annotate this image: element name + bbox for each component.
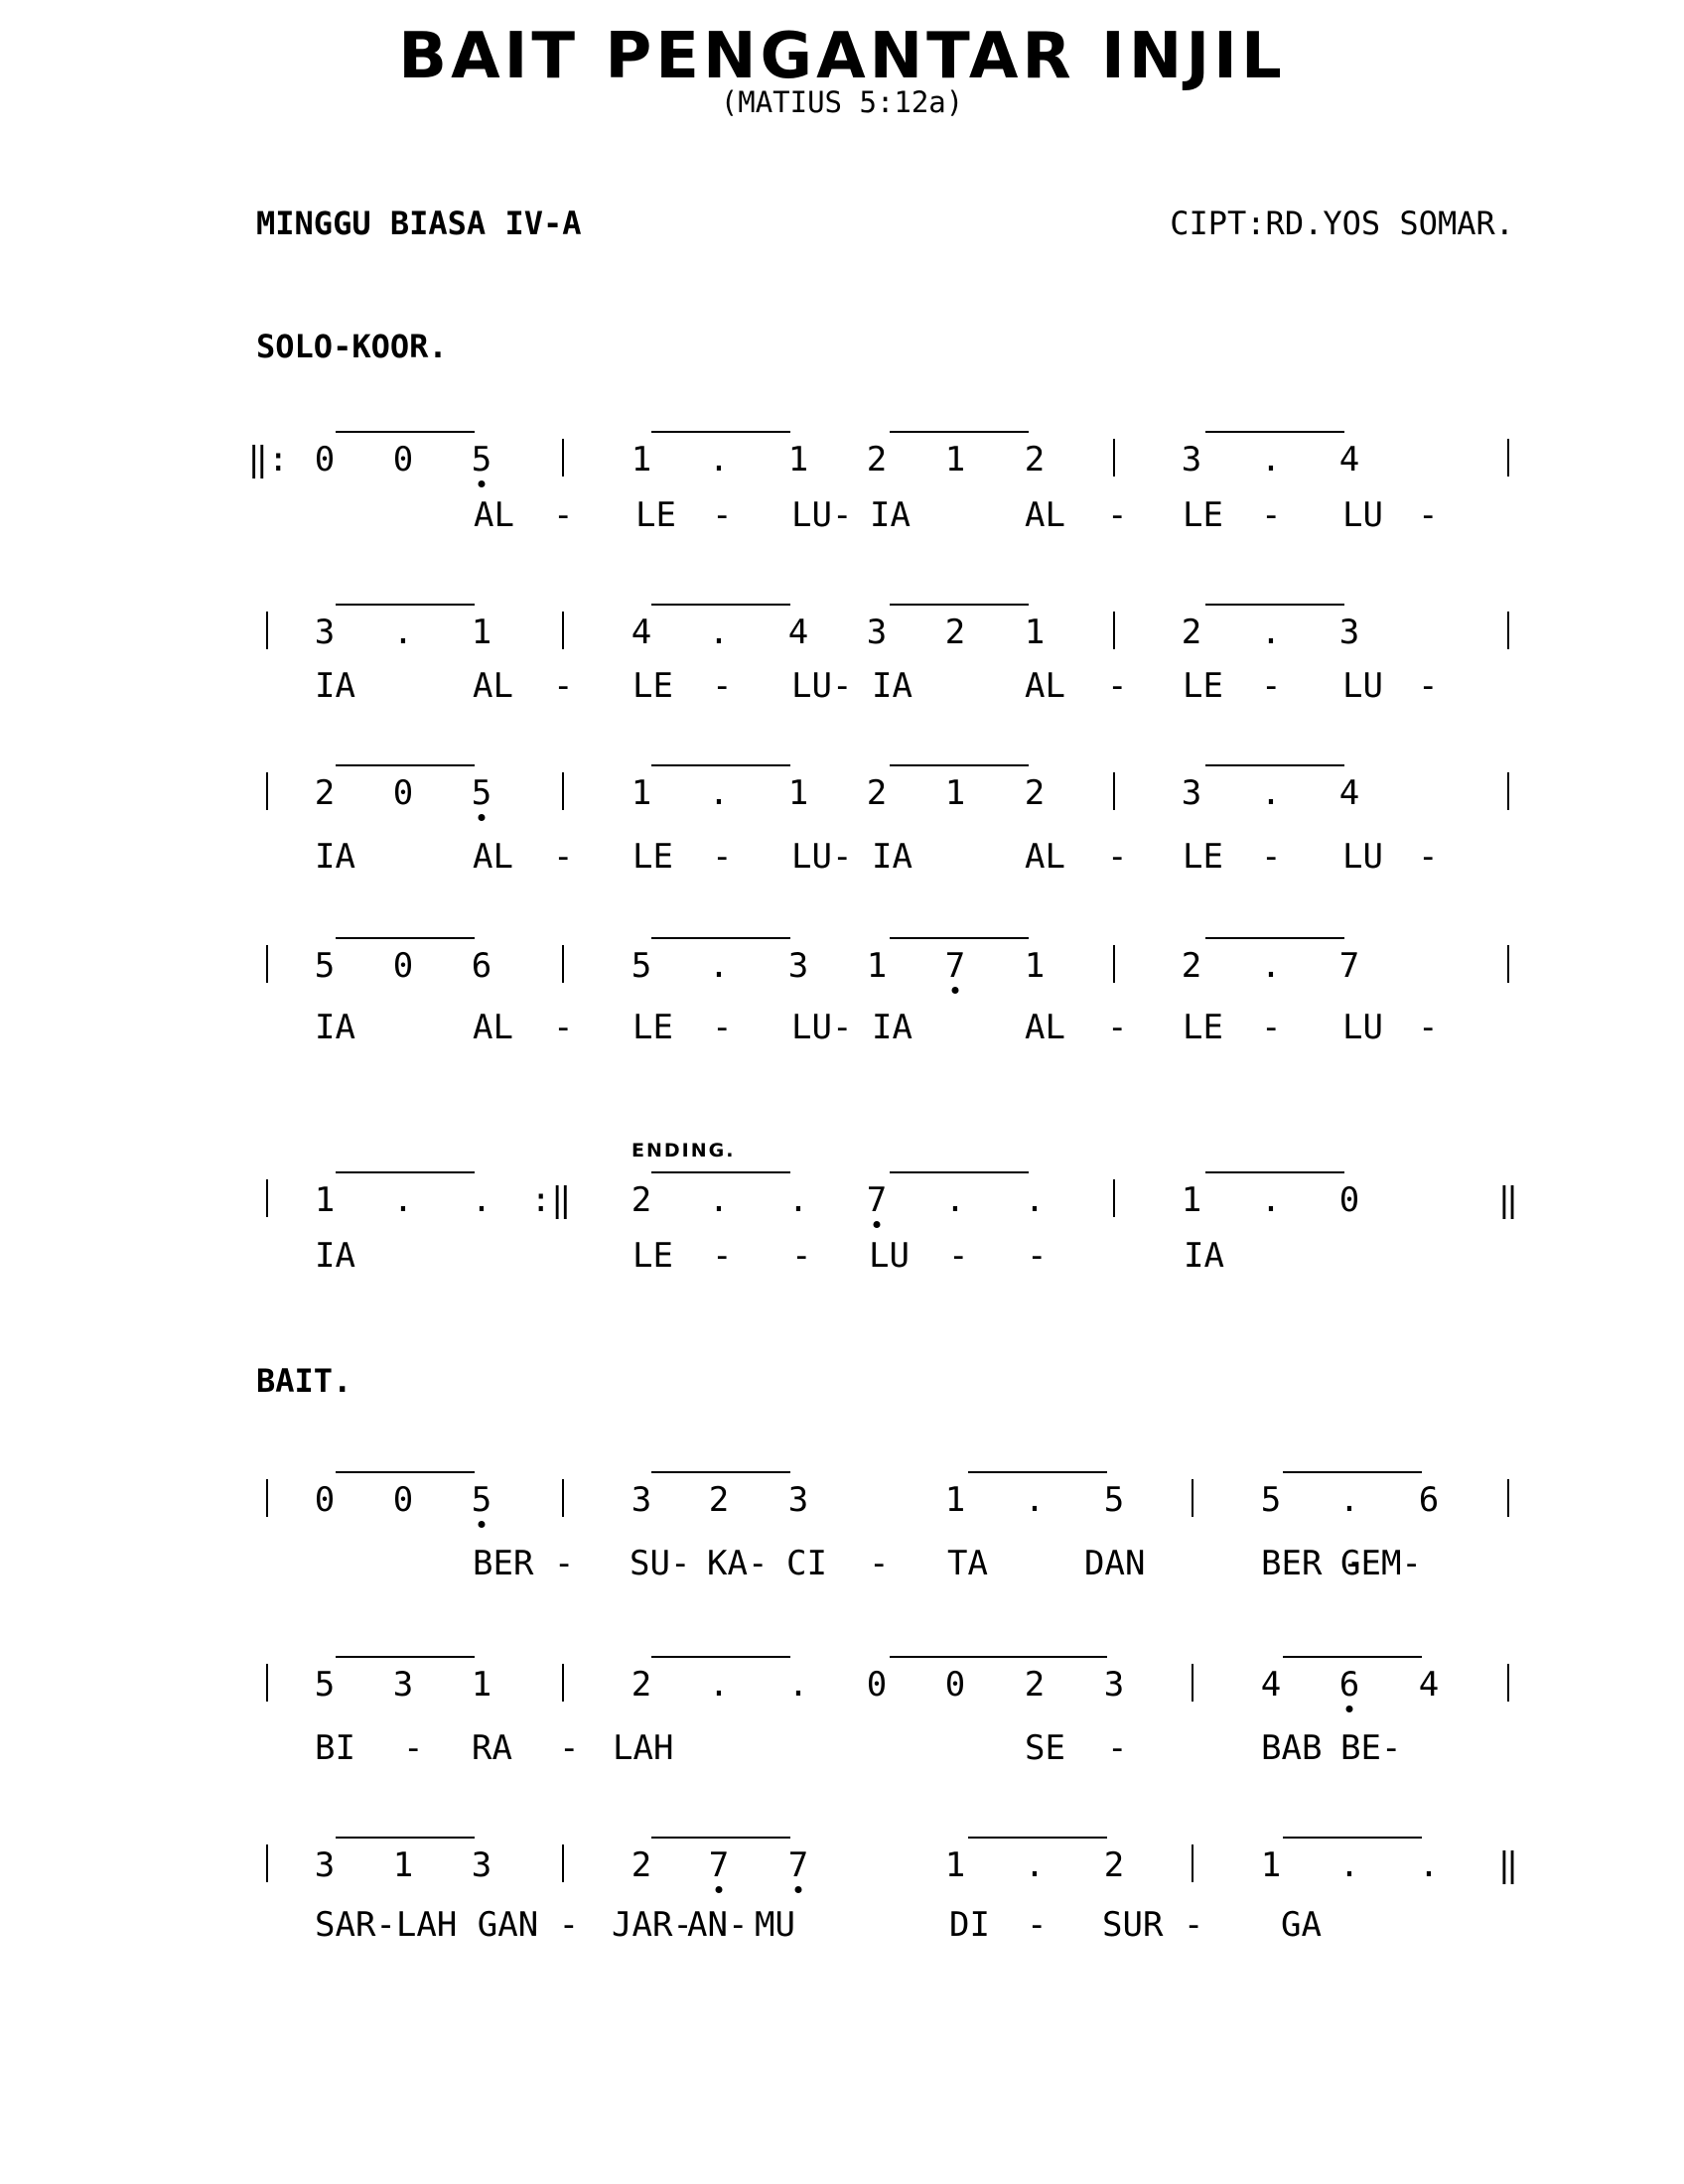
note: 7	[944, 946, 966, 986]
note: 3	[1181, 440, 1202, 479]
note: .	[1260, 946, 1282, 986]
lyric-syllable: AL	[473, 837, 513, 877]
lyric-syllable: AL	[1025, 666, 1065, 706]
note: .	[1418, 1845, 1440, 1885]
lyric-syllable: LU-	[791, 495, 853, 535]
note: 1	[631, 773, 652, 813]
beam-line	[336, 1471, 475, 1473]
note: :‖	[530, 1180, 572, 1220]
note: .	[1260, 613, 1282, 652]
note: 7	[708, 1845, 730, 1885]
lyric-syllable: IA	[315, 666, 355, 706]
note: .	[392, 613, 414, 652]
lyric-syllable: CI	[786, 1544, 827, 1583]
note: 1	[1024, 946, 1046, 986]
lyric-syllable: -	[403, 1728, 424, 1768]
lyric-syllable: LU	[869, 1236, 910, 1276]
bar-line	[266, 772, 268, 810]
note: 3	[631, 1480, 652, 1520]
section-bait: BAIT.	[256, 1362, 352, 1400]
note: .	[1024, 1180, 1046, 1220]
note: 0	[866, 1665, 888, 1705]
lyric-syllable: BE-	[1340, 1728, 1402, 1768]
note: 3	[314, 1845, 336, 1885]
note: 2	[944, 613, 966, 652]
bar-line	[1113, 1179, 1115, 1217]
note: 6	[1418, 1480, 1440, 1520]
note: 5	[471, 1480, 492, 1520]
beam-line	[336, 1837, 475, 1839]
note: 0	[314, 1480, 336, 1520]
note: .	[944, 1180, 966, 1220]
beam-line	[336, 431, 475, 433]
note: 4	[1418, 1665, 1440, 1705]
note: .	[1024, 1845, 1046, 1885]
note: 2	[1024, 440, 1046, 479]
lyric-syllable: AL	[474, 495, 514, 535]
ending-label: ENDING.	[632, 1140, 736, 1161]
lyric-syllable: AL	[473, 666, 513, 706]
lyric-syllable: BER -	[473, 1544, 575, 1583]
lyric-syllable: AL	[1025, 495, 1065, 535]
lyric-syllable: -	[1027, 1236, 1048, 1276]
note: 5	[1260, 1480, 1282, 1520]
bar-line	[562, 945, 564, 983]
lyric-syllable: -	[1107, 1728, 1128, 1768]
page-title: BAIT PENGANTAR INJIL	[398, 20, 1286, 93]
note: 4	[787, 613, 809, 652]
lyric-syllable: -	[712, 495, 733, 535]
bar-line	[1507, 1664, 1509, 1702]
beam-line	[890, 937, 1029, 939]
lyric-syllable: LU	[1342, 666, 1383, 706]
note: 2	[314, 773, 336, 813]
beam-line	[890, 431, 1029, 433]
lyric-syllable: LE	[1183, 1008, 1223, 1047]
lyric-syllable: BI	[315, 1728, 355, 1768]
note: .	[1024, 1480, 1046, 1520]
note: .	[1260, 773, 1282, 813]
lyric-syllable: -	[712, 666, 733, 706]
note: 1	[631, 440, 652, 479]
lower-octave-dot	[479, 814, 486, 821]
lyric-syllable: BAB	[1261, 1728, 1323, 1768]
lyric-syllable: KA-	[707, 1544, 769, 1583]
lyric-syllable: LE	[632, 837, 673, 877]
note: 1	[471, 613, 492, 652]
lyric-syllable: -	[791, 1236, 812, 1276]
bar-line	[1113, 439, 1115, 477]
note: 7	[787, 1845, 809, 1885]
lyric-syllable: -	[559, 1728, 580, 1768]
beam-line	[1205, 431, 1344, 433]
lyric-syllable: IA	[315, 1236, 355, 1276]
note: 0	[944, 1665, 966, 1705]
lyric-syllable: -	[712, 1008, 733, 1047]
note: .	[1260, 440, 1282, 479]
bar-line	[562, 772, 564, 810]
bar-line	[562, 1479, 564, 1517]
bar-line	[266, 1179, 268, 1217]
beam-line	[336, 604, 475, 606]
lyric-syllable: LU-	[791, 666, 853, 706]
lyric-syllable: LE	[1183, 666, 1223, 706]
beam-line	[968, 1837, 1107, 1839]
lyric-syllable: SAR-LAH GAN -	[315, 1905, 580, 1945]
section-solo-koor: SOLO-KOOR.	[256, 328, 448, 365]
lyric-syllable: RA	[472, 1728, 512, 1768]
note: ‖	[1497, 1180, 1519, 1220]
lyric-syllable: -	[553, 1008, 574, 1047]
note: 2	[1181, 946, 1202, 986]
lyric-syllable: SUR -	[1102, 1905, 1204, 1945]
lyric-syllable: AL	[473, 1008, 513, 1047]
bar-line	[562, 439, 564, 477]
note: 3	[1338, 613, 1360, 652]
beam-line	[651, 764, 790, 766]
note: 0	[314, 440, 336, 479]
note: 2	[1024, 1665, 1046, 1705]
lower-octave-dot	[795, 1886, 802, 1893]
lyric-syllable: GA	[1281, 1905, 1322, 1945]
beam-line	[651, 1837, 790, 1839]
beam-line	[651, 604, 790, 606]
lyric-syllable: JAR-	[612, 1905, 693, 1945]
lyric-syllable: IA	[872, 1008, 912, 1047]
bar-line	[266, 612, 268, 649]
lyric-syllable: -	[1418, 666, 1439, 706]
note: 1	[944, 1845, 966, 1885]
lyric-syllable: -	[712, 837, 733, 877]
bar-line	[1507, 772, 1509, 810]
lyric-syllable: LU-	[791, 1008, 853, 1047]
note: .	[708, 946, 730, 986]
lyric-syllable: -	[1418, 1008, 1439, 1047]
beam-line	[336, 937, 475, 939]
note: 0	[1338, 1180, 1360, 1220]
note: 3	[787, 946, 809, 986]
lyric-syllable: LU	[1342, 1008, 1383, 1047]
beam-line	[890, 604, 1029, 606]
note: 2	[708, 1480, 730, 1520]
lyric-syllable: DAN	[1084, 1544, 1146, 1583]
note: 2	[866, 440, 888, 479]
lyric-syllable: -	[1418, 837, 1439, 877]
note: ‖:	[247, 440, 289, 479]
note: 1	[944, 773, 966, 813]
beam-line	[1283, 1471, 1422, 1473]
lyric-syllable: SU-	[630, 1544, 691, 1583]
lyric-syllable: MU	[755, 1905, 795, 1945]
beam-line	[890, 1171, 1029, 1173]
note: .	[392, 1180, 414, 1220]
bar-line	[1113, 612, 1115, 649]
note: 6	[471, 946, 492, 986]
note: ‖	[1497, 1845, 1519, 1885]
note: 1	[314, 1180, 336, 1220]
note: 4	[1260, 1665, 1282, 1705]
lyric-syllable: -	[1261, 666, 1282, 706]
note: .	[1338, 1480, 1360, 1520]
note: 5	[471, 440, 492, 479]
note: 3	[314, 613, 336, 652]
note: 3	[392, 1665, 414, 1705]
lyric-syllable: SE	[1025, 1728, 1065, 1768]
note: 1	[866, 946, 888, 986]
lyric-syllable: -	[1107, 1008, 1128, 1047]
note: 1	[1181, 1180, 1202, 1220]
note: .	[1338, 1845, 1360, 1885]
note: 2	[866, 773, 888, 813]
lyric-syllable: IA	[315, 837, 355, 877]
note: 1	[392, 1845, 414, 1885]
beam-line	[890, 764, 1029, 766]
note: 1	[944, 440, 966, 479]
note: 2	[1024, 773, 1046, 813]
lower-octave-dot	[874, 1221, 881, 1228]
note: 2	[631, 1665, 652, 1705]
note: .	[708, 1665, 730, 1705]
beam-line	[651, 1171, 790, 1173]
note: 5	[314, 1665, 336, 1705]
note: 4	[631, 613, 652, 652]
note: 0	[392, 946, 414, 986]
lyric-syllable: LE	[1183, 837, 1223, 877]
occasion-label: MINGGU BIASA IV-A	[256, 205, 582, 242]
note: .	[787, 1180, 809, 1220]
note: 5	[314, 946, 336, 986]
note: 3	[1181, 773, 1202, 813]
lyric-syllable: IA	[872, 837, 912, 877]
beam-line	[1283, 1837, 1422, 1839]
lyric-syllable: LE	[1183, 495, 1223, 535]
beam-line	[336, 1656, 475, 1658]
lyric-syllable: -	[1107, 837, 1128, 877]
bar-line	[1113, 772, 1115, 810]
lyric-syllable: -	[1107, 666, 1128, 706]
note: .	[471, 1180, 492, 1220]
note: 1	[471, 1665, 492, 1705]
lyric-syllable: -	[553, 666, 574, 706]
bar-line	[1113, 945, 1115, 983]
beam-line	[651, 1471, 790, 1473]
note: 3	[1103, 1665, 1125, 1705]
beam-line	[1205, 937, 1344, 939]
bar-line	[1507, 439, 1509, 477]
note: 0	[392, 773, 414, 813]
note: 7	[866, 1180, 888, 1220]
note: 5	[471, 773, 492, 813]
lyric-syllable: IA	[315, 1008, 355, 1047]
lyric-syllable: LU-	[791, 837, 853, 877]
lyric-syllable: LE	[635, 495, 676, 535]
beam-line	[336, 1171, 475, 1173]
bar-line	[266, 1479, 268, 1517]
note: 3	[471, 1845, 492, 1885]
beam-line	[1205, 764, 1344, 766]
lyric-syllable: DI	[949, 1905, 990, 1945]
note: .	[1260, 1180, 1282, 1220]
note: 2	[631, 1845, 652, 1885]
lyric-syllable: IA	[870, 495, 911, 535]
lyric-syllable: -	[1027, 1905, 1048, 1945]
lyric-syllable: -	[553, 495, 574, 535]
beam-line	[336, 764, 475, 766]
lyric-syllable: IA	[1184, 1236, 1224, 1276]
note: 5	[631, 946, 652, 986]
lyric-syllable: LE	[632, 666, 673, 706]
scripture-reference: (MATIUS 5:12a)	[720, 85, 964, 119]
bar-line	[1192, 1844, 1193, 1882]
beam-line	[651, 1656, 790, 1658]
lower-octave-dot	[716, 1886, 723, 1893]
note: 1	[1260, 1845, 1282, 1885]
lyric-syllable: AN-	[687, 1905, 749, 1945]
bar-line	[1507, 945, 1509, 983]
lyric-syllable: -	[948, 1236, 969, 1276]
lyric-syllable: -	[1418, 495, 1439, 535]
lyric-syllable: -	[1261, 495, 1282, 535]
lyric-syllable: AL	[1025, 1008, 1065, 1047]
note: 1	[1024, 613, 1046, 652]
lyric-syllable: TA	[947, 1544, 988, 1583]
lyric-syllable: -	[1261, 837, 1282, 877]
lyric-syllable: LAH	[613, 1728, 674, 1768]
lower-octave-dot	[952, 987, 959, 994]
note: .	[708, 440, 730, 479]
note: .	[708, 1180, 730, 1220]
beam-line	[1047, 1656, 1107, 1658]
bar-line	[1507, 612, 1509, 649]
bar-line	[1192, 1479, 1193, 1517]
note: 0	[392, 1480, 414, 1520]
beam-line	[651, 431, 790, 433]
lyric-syllable: AL	[1025, 837, 1065, 877]
lyric-syllable: -	[553, 837, 574, 877]
note: 3	[866, 613, 888, 652]
note: 1	[944, 1480, 966, 1520]
lyric-syllable: LE	[632, 1236, 673, 1276]
note: 2	[1181, 613, 1202, 652]
note: .	[787, 1665, 809, 1705]
note: 1	[787, 440, 809, 479]
bar-line	[562, 1664, 564, 1702]
note: 2	[631, 1180, 652, 1220]
composer-label: CIPT:RD.YOS SOMAR.	[1170, 205, 1514, 242]
lyric-syllable: LE	[632, 1008, 673, 1047]
bar-line	[266, 1844, 268, 1882]
beam-line	[1283, 1656, 1422, 1658]
note: 0	[392, 440, 414, 479]
lyric-syllable: GEM-	[1340, 1544, 1422, 1583]
bar-line	[266, 1664, 268, 1702]
note: .	[708, 773, 730, 813]
note: 4	[1338, 773, 1360, 813]
lyric-syllable: LU	[1342, 495, 1383, 535]
note: 1	[787, 773, 809, 813]
lyric-syllable: -	[712, 1236, 733, 1276]
lyric-syllable: -	[869, 1544, 890, 1583]
note: 3	[787, 1480, 809, 1520]
bar-line	[1192, 1664, 1193, 1702]
lyric-syllable: -	[1107, 495, 1128, 535]
beam-line	[1205, 1171, 1344, 1173]
bar-line	[562, 612, 564, 649]
note: .	[708, 613, 730, 652]
lower-octave-dot	[479, 480, 486, 487]
beam-line	[1205, 604, 1344, 606]
bar-line	[562, 1844, 564, 1882]
lyric-syllable: BER -	[1261, 1544, 1363, 1583]
lyric-syllable: -	[1261, 1008, 1282, 1047]
lower-octave-dot	[1346, 1706, 1353, 1712]
beam-line	[651, 937, 790, 939]
note: 6	[1338, 1665, 1360, 1705]
lower-octave-dot	[479, 1521, 486, 1528]
bar-line	[1507, 1479, 1509, 1517]
lyric-syllable: IA	[872, 666, 912, 706]
bar-line	[266, 945, 268, 983]
lyric-syllable: LU	[1342, 837, 1383, 877]
note: 4	[1338, 440, 1360, 479]
note: 5	[1103, 1480, 1125, 1520]
note: 2	[1103, 1845, 1125, 1885]
beam-line	[968, 1471, 1107, 1473]
note: 7	[1338, 946, 1360, 986]
